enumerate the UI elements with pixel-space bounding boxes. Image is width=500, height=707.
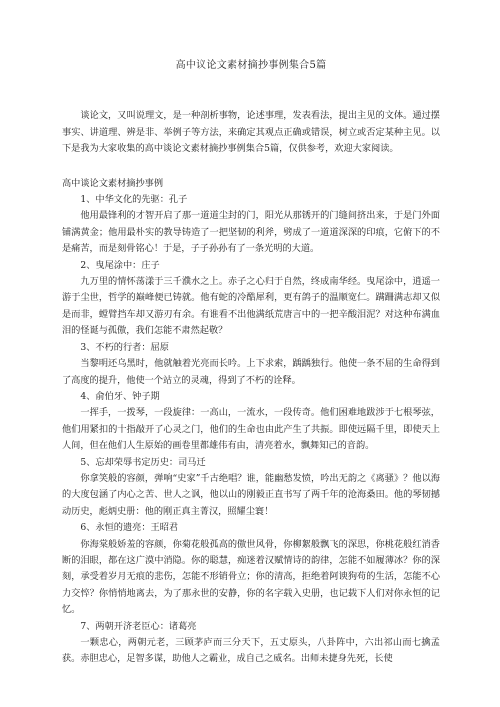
item-paragraph: 当黎明还乌黑时，他就触着光亮而长吟。上下求索，踽踽独行。他使一条不屈的生命得到了高度的提升，他使一个站立的灵魂，得到了不朽的诠释。: [62, 358, 440, 386]
item-heading: 3、不朽的行者：屈原: [80, 341, 169, 353]
item-paragraph: 九万里的情怀荡漾于三千濮水之上。赤子之心归于自然，终成南华经。曳尾涂中，逍遥一游于尘世，哲学的巅峰便已铸就。他有蛇的冷酷犀利，更有鸽子的温顺宽仁。蹒跚满志却又似是而非，螳臂挡车却又游刃有余。有谁看不出他满纸荒唐言中的一把辛酸泪泥？对这种布满血泪的怪诞与孤傲，我们怎能不肃然起敬？: [62, 276, 440, 337]
item-1: [62, 192, 440, 258]
item-heading: 7、两朝开济老臣心：诸葛亮: [80, 620, 197, 632]
section-heading: 高中谈论文素材摘抄事例: [62, 177, 164, 189]
intro-paragraph: 谈论文，又叫说理文，是一种剖析事物，论述事理，发表看法，提出主见的文体。通过摆事实、讲道理、辨是非、举例子等方法，来确定其观点正确或错误，树立或否定某种主见。以下是我为大家收集的高中谈论文素材摘抄事例集合5篇，仅供参考，欢迎大家阅读。: [62, 110, 440, 155]
item-paragraph: 一挥手，一拨琴，一段旋律：一高山，一流水，一段传奇。他们困难地跋涉于七根琴弦，他们用紧扣的十指敲开了心灵之门，他们的生命也由此产生了共振。即使远隔千里，即使天上人间，但在他们人生原始的画卷里都雄伟有由，清亮着水，飘舞知己的音韵。: [62, 407, 440, 452]
page-title: 高中议论文素材摘抄事例集合5篇: [175, 60, 327, 71]
item-paragraph: 一颗忠心，两朝元老，三顾茅庐而三分天下，五丈原头，八卦阵中，六出祁山而七擒孟获。赤胆忠心，足智多谋，助他人之霸业，成自己之威名。出师未捷身先死，长使: [62, 637, 440, 665]
item-paragraph: 他用最锋利的才智开启了那一道道尘封的门，阳光从那锈开的门缝间挤出来，于是门外面铺满黄金；他用最朴实的教导铸造了一把坚韧的利斧，劈成了一道道深深的印痕，它俯下的不是痛苦，而是刻骨铭心！于是，子子孙孙有了一条光明的大道。: [62, 210, 440, 255]
item-heading: 6、永恒的遗亮：王昭君: [80, 522, 179, 534]
item-5: [62, 455, 440, 521]
item-7: [62, 619, 440, 668]
item-paragraph: 你海棠般娇羞的容颜，你菊花般孤高的傲世风骨，你柳絮般飘飞的深思，你桃花般红消香断的泪眼，都在这广漠中消隐。你的聪慧，痴迷着汉赋情诗的韵律，怎能不如履薄冰？你的深刻，承受着岁月无痕的悲伤，怎能不形销骨立；你的清高，拒绝着阿谀狗苟的生活，怎能不心力交悴？你悄悄地离去，为了那永世的安静，你的名字载入史册，也记载下人们对你永恒的记忆。: [62, 538, 440, 616]
item-4: [62, 389, 440, 455]
item-heading: 5、忘却荣辱书定历史：司马迁: [80, 456, 206, 468]
item-3: [62, 340, 440, 389]
item-heading: 1、中华文化的先驱：孔子: [80, 194, 188, 206]
item-6: [62, 520, 440, 618]
item-heading: 4、俞伯牙、钟子期: [80, 390, 160, 402]
item-heading: 2、曳尾涂中：庄子: [80, 259, 160, 271]
item-2: [62, 258, 440, 340]
item-paragraph: 你拿笑般的容颜，弹响“史家”千古绝唱？谁，能幽愁发愤，吟出无韵之《离骚》？他以海的大度包涵了内心之苦、世人之讽，他以山的刚毅正直书写了两千年的沧海桑田。他的琴韧撼动历史，彪炳史册：他的刚正真主菁汉，照耀尘寰！: [62, 472, 440, 517]
